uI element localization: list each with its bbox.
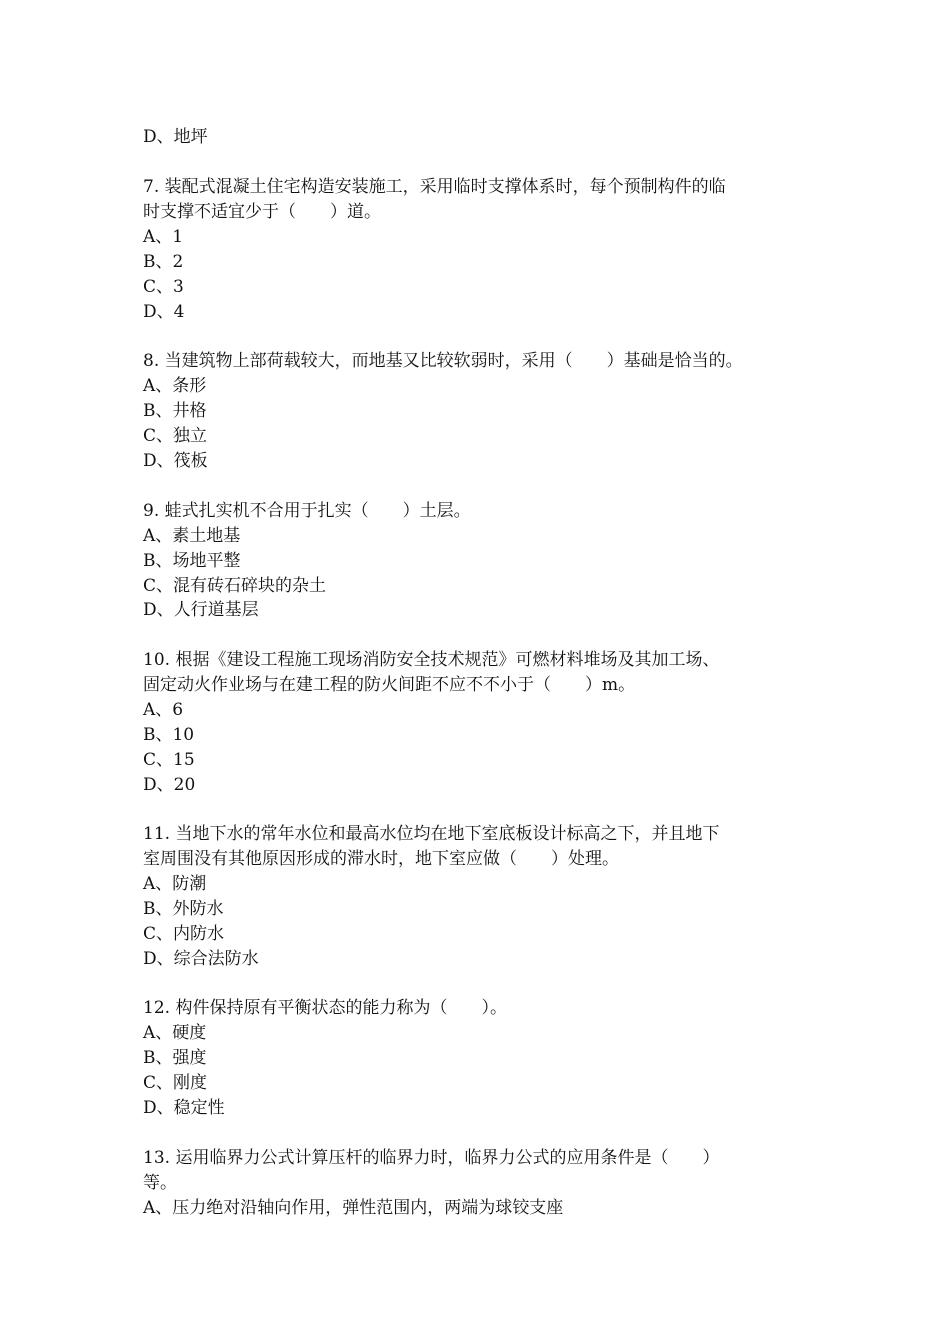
q8-option-a: A、条形 — [143, 376, 207, 396]
q8-option-b: B、井格 — [143, 401, 207, 421]
q7-option-b: B、2 — [143, 252, 184, 272]
q7-option-a: A、1 — [143, 227, 184, 247]
q9-option-c: C、混有砖石碎块的杂土 — [143, 576, 327, 596]
q13-question-line-2: 等。 — [143, 1173, 177, 1193]
q7-question-line-2: 时支撑不适宜少于（ ）道。 — [143, 202, 381, 222]
q11-option-d: D、综合法防水 — [143, 949, 259, 969]
q13-option-a: A、压力绝对沿轴向作用，弹性范围内，两端为球铰支座 — [143, 1198, 564, 1218]
q8-question: 8. 当建筑物上部荷载较大，而地基又比较软弱时，采用（ ）基础是恰当的。 — [143, 351, 743, 371]
q12-option-d: D、稳定性 — [143, 1098, 225, 1118]
q11-option-c: C、内防水 — [143, 924, 225, 944]
q9-option-a: A、素土地基 — [143, 526, 241, 546]
q7-option-c: C、3 — [143, 277, 184, 297]
q10-option-b: B、10 — [143, 725, 195, 745]
q13-question-line-1: 13. 运用临界力公式计算压杆的临界力时，临界力公式的应用条件是（ ） — [143, 1148, 720, 1168]
q10-question-line-1: 10. 根据《建设工程施工现场消防安全技术规范》可燃材料堆场及其加工场、 — [143, 650, 720, 670]
q12-option-a: A、硬度 — [143, 1023, 207, 1043]
q10-option-d: D、20 — [143, 775, 196, 795]
q11-option-a: A、防潮 — [143, 874, 207, 894]
q12-option-c: C、刚度 — [143, 1073, 208, 1093]
q9-option-b: B、场地平整 — [143, 551, 241, 571]
q12-option-b: B、强度 — [143, 1048, 207, 1068]
q7-option-d: D、4 — [143, 302, 185, 322]
q9-option-d: D、人行道基层 — [143, 600, 259, 620]
q8-option-d: D、筏板 — [143, 451, 208, 471]
q6-option-d: D、地坪 — [143, 127, 208, 147]
q8-option-c: C、独立 — [143, 426, 208, 446]
q9-question: 9. 蛙式扎实机不合用于扎实（ ）土层。 — [143, 501, 471, 521]
q12-question: 12. 构件保持原有平衡状态的能力称为（ ）。 — [143, 998, 507, 1018]
q11-question-line-1: 11. 当地下水的常年水位和最高水位均在地下室底板设计标高之下，并且地下 — [143, 824, 720, 844]
q10-option-c: C、15 — [143, 750, 195, 770]
q11-option-b: B、外防水 — [143, 899, 224, 919]
q7-question-line-1: 7. 装配式混凝土住宅构造安装施工，采用临时支撑体系时，每个预制构件的临 — [143, 177, 726, 197]
q10-option-a: A、6 — [143, 700, 184, 720]
q10-question-line-2: 固定动火作业场与在建工程的防火间距不应不不小于（ ）m。 — [143, 675, 636, 695]
q11-question-line-2: 室周围没有其他原因形成的滞水时，地下室应做（ ）处理。 — [143, 849, 619, 869]
